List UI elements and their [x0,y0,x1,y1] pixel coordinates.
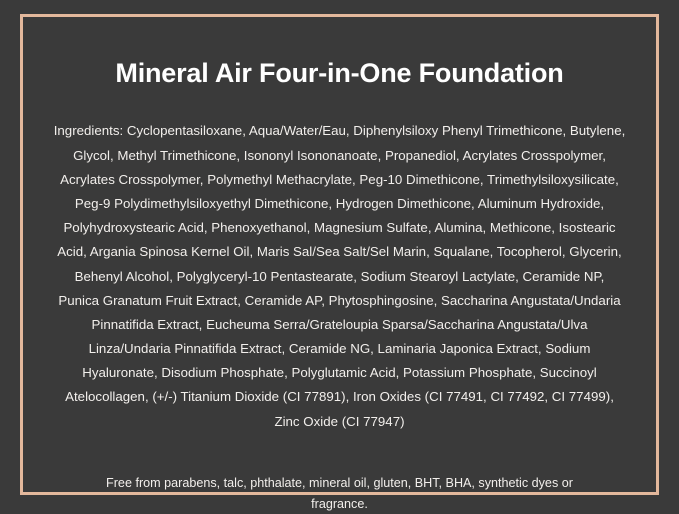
free-from-text: Free from parabens, talc, phthalate, mineral oil, gluten, BHT, BHA, synthetic dyes or fragrance. [106,476,573,511]
product-info-card [20,14,659,511]
ingredients-text: Ingredients: Cyclopentasiloxane, Aqua/Water/Eau, Diphenylsiloxy Phenyl Trimethicone, Butylene, Glycol, Methyl Trimethicone, Isononyl Isononanoate, Propanediol, Acrylates Crosspolymer, Acrylates Crosspolymer, Polymethyl Methacrylate, Peg-10 Dimethicone, Trimethylsiloxysilicate, Peg-9 Polydimethylsiloxyethyl Dimethicone, Hydrogen Dimethicone, Aluminum Hydroxide, Polyhydroxystearic Acid, Phenoxyethanol, Magnesium Sulfate, Alumina, Methicone, Isostearic Acid, Argania Spinosa Kernel Oil, Maris Sal/Sea Salt/Sel Marin, Squalane, Tocopherol, Glycerin, Behenyl Alcohol, Polyglyceryl-10 Pentastearate, Sodium Stearoyl Lactylate, Ceramide NP, Punica Granatum Fruit Extract, Ceramide AP, Phytosphingosine, Saccharina Angustata/Undaria Pinnatifida Extract, Eucheuma Serra/Grateloupia Sparsa/Saccharina Angustata/Ulva Linza/Undaria Pinnatifida Extract, Ceramide NG, Laminaria Japonica Extract, Sodium Hyaluronate, Disodium Phosphate, Polyglutamic Acid, Potassium Phosphate, Succinoyl Atelocollagen, (+/-) Titanium Dioxide (CI 77891), Iron Oxides (CI 77491, CI 77492, CI 77499), Zinc Oxide (CI 77947) [53,123,626,429]
page-title: Mineral Air Four-in-One Foundation [115,58,564,88]
card-content [23,17,656,511]
